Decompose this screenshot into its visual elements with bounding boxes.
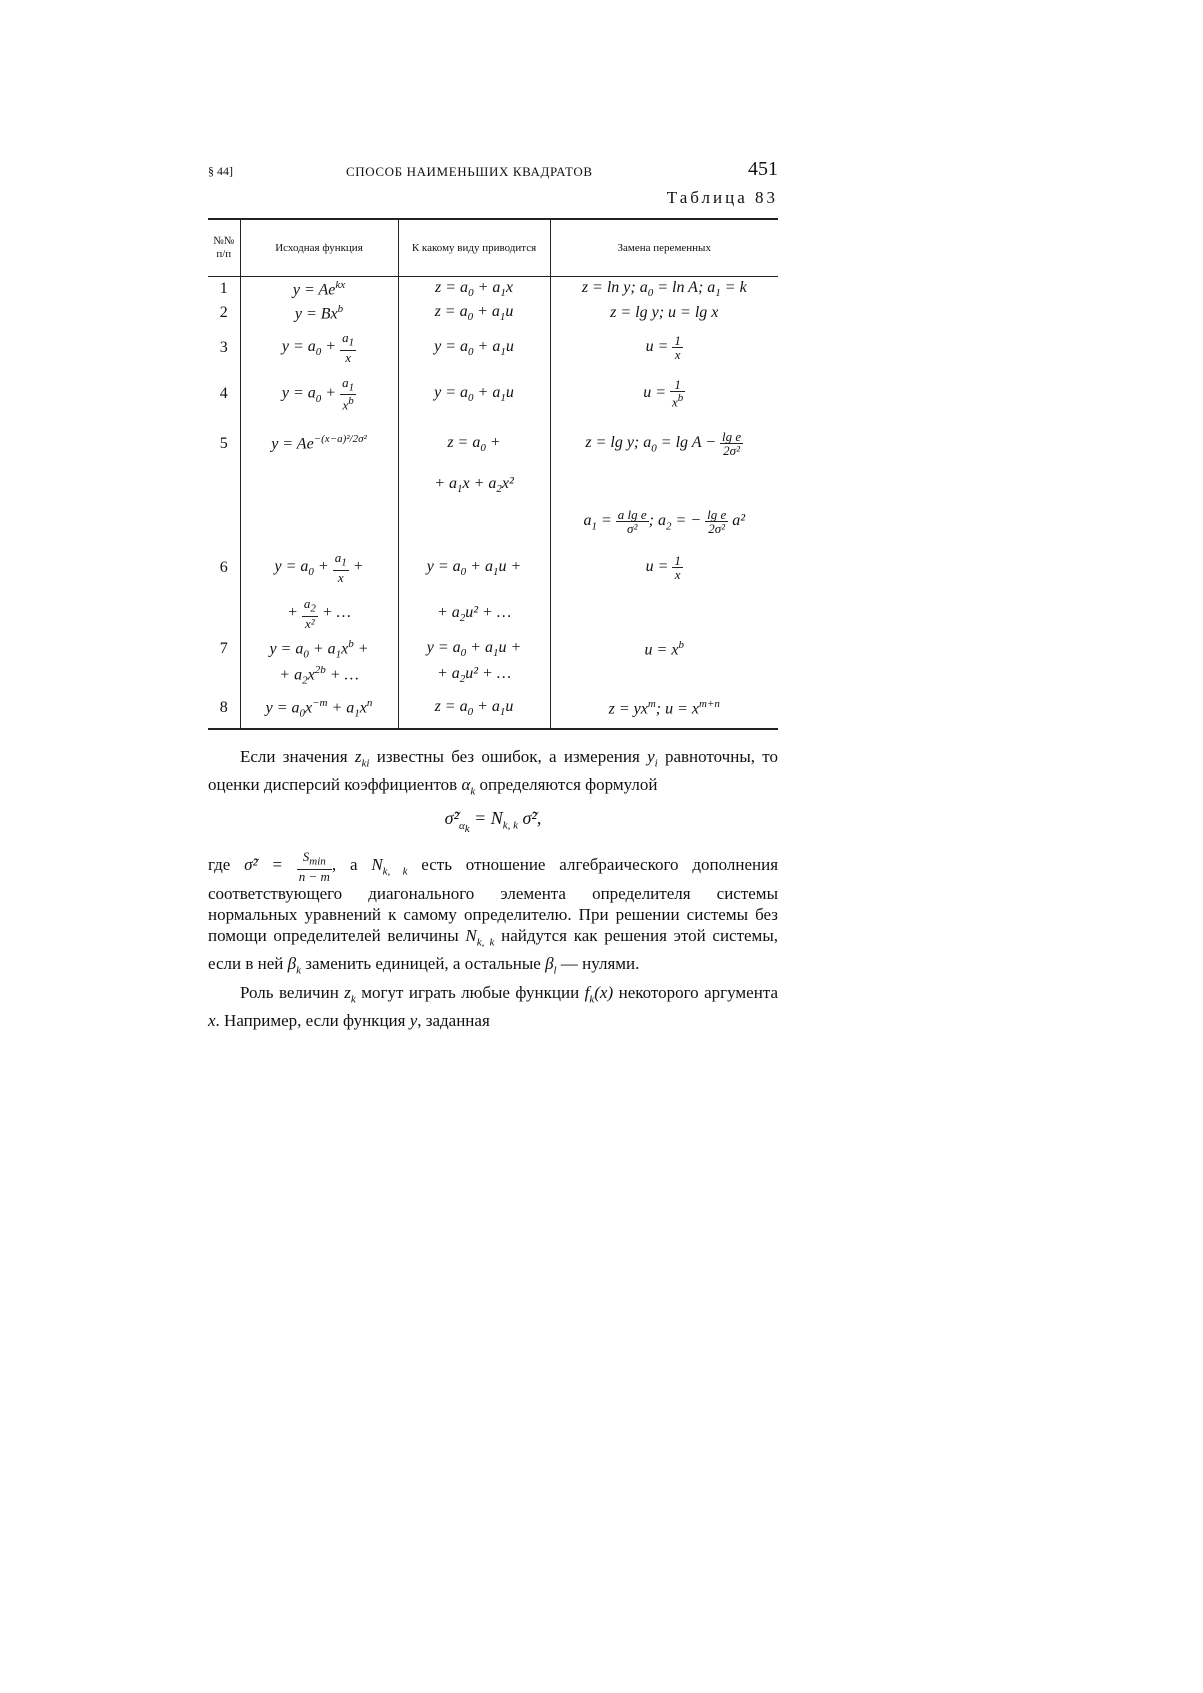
table-header-row <box>208 219 778 277</box>
table-row <box>208 370 778 418</box>
text-run: есть отношение алгебраического дополнения соответствующего диагонального элемента определителя системы нормальных уравнений к самому определителю. При решении системы без помощи определителей величины <box>208 855 779 945</box>
source-function: + $a_2x^{2b}$ + … <box>240 662 398 689</box>
text-run: , заданная <box>417 1011 490 1031</box>
table-row <box>208 418 778 470</box>
source-function: $y = a_0$ + $\frac{a_1}{x^b}$ <box>240 370 398 418</box>
running-title: СПОСОБ НАИМЕНЬШИХ КВАДРАТОВ <box>346 164 593 179</box>
table-row <box>208 470 778 500</box>
variable-substitution: z = ln y; $a_0 = \ln A$; $a_1 = k$ <box>550 277 778 302</box>
variance-formula: $\sigmã^2_{\alpha_k} = N_{k, k}$ σ̃², <box>444 808 542 836</box>
variable-substitution: $u = x^b$ <box>550 636 778 663</box>
reduced-form: + $a_1x + a_2x^2$ <box>398 470 550 500</box>
source-function: $y = a_0x^{-m} + a_1x^n$ <box>240 689 398 729</box>
column-header: Замена переменных <box>550 219 778 277</box>
text-run: определяются формулой <box>475 775 658 795</box>
text-run: , а <box>331 855 372 875</box>
reduced-form: $z = a_0 + a_1u$ <box>398 689 550 729</box>
body-text <box>208 746 778 1031</box>
row-number: 4 <box>219 384 228 402</box>
reduced-form: + $a_2u^2$ + … <box>398 592 550 636</box>
text-run: Если значения <box>240 746 355 766</box>
row-number <box>208 592 240 636</box>
text-run: найдутся как решения этой системы, если в ней <box>208 925 778 974</box>
table-row <box>208 544 778 592</box>
text-run: где <box>208 855 245 875</box>
row-number: 3 <box>219 338 228 356</box>
table-row <box>208 326 778 370</box>
text-run: . Например, если функция <box>215 1011 410 1031</box>
running-header <box>208 150 778 184</box>
substitution-table <box>208 218 778 730</box>
text-run: Роль величин <box>240 982 345 1002</box>
source-function: $y = Bx^b$ <box>240 301 398 325</box>
paragraph: Роль величин $z_k$ могут играть любые функции $f_k(x)$ некоторого аргумента x. Например, если функция y, заданная <box>208 982 779 1031</box>
column-header: Исходная функция <box>240 219 398 277</box>
variable-substitution: z = lg y; $a_0 = \lg A$ − $\frac{\text{lg e}}{\text{2σ²}}$ <box>550 418 778 470</box>
source-function <box>240 500 398 544</box>
text-run: заменить единицей, а остальные <box>300 954 546 974</box>
row-number <box>208 500 240 544</box>
text-run: равноточны, то оценки дисперсий коэффициентов <box>208 746 778 795</box>
variable-substitution <box>550 662 778 689</box>
table-row <box>208 689 778 729</box>
reduced-form: $y = a_0 + a_1u$ + <box>398 544 550 592</box>
reduced-form <box>398 500 550 544</box>
row-number: 5 <box>219 434 228 452</box>
variable-substitution <box>550 470 778 500</box>
column-header: №№ п/п <box>208 219 240 277</box>
column-header: К какому виду приводится <box>398 219 550 277</box>
variable-substitution: u = $\frac{1}{x^b}$ <box>550 370 778 418</box>
reduced-form: $y = a_0 + a_1u$ <box>398 326 550 370</box>
section-ref: § 44] <box>208 164 233 178</box>
book-page <box>208 150 778 1031</box>
reduced-form: $z = a_0 + a_1u$ <box>398 301 550 325</box>
paragraph: Если значения $z_{ki}$ известны без ошибок, а измерения $y_i$ равноточны, то оценки дисперсий коэффициентов $\alpha_k$ определяются формулой <box>208 746 778 798</box>
text-run: могут играть любые функции <box>355 982 585 1002</box>
source-function: $y = a_0$ + $\frac{a_1}{x}$ + <box>240 544 398 592</box>
paragraph: где σ̃² = $\frac{S_{min}}{n - m}$ , а $N_{k, k}$ есть отношение алгебраического дополнения соответствующего диагонального элемента определителя системы нормальных уравнений к самому определителю. При решении системы без помощи определителей величины $N_{k, k}$ найдутся как решения этой системы, если в ней $\beta_k$ заменить единицей, а остальные $\beta_l$ — нулями. <box>208 849 779 977</box>
text-run: — нулями. <box>556 954 640 974</box>
row-number: 2 <box>219 304 228 322</box>
source-function: $y = Ae^{kx}$ <box>240 277 398 302</box>
row-number: 6 <box>219 558 228 576</box>
row-number <box>208 662 240 689</box>
table-row <box>208 500 778 544</box>
table-row <box>208 662 778 689</box>
row-number: 1 <box>219 280 228 298</box>
table-caption: Таблица 83 <box>666 188 778 207</box>
text-run: известны без ошибок, а измерения <box>369 746 648 766</box>
source-function <box>240 470 398 500</box>
text-run: некоторого аргумента <box>613 982 779 1002</box>
variable-substitution: $a_1$ = $\frac{\text{a lg e}}{\text{σ²}}$ ; $a_2$ = − $\frac{\text{lg e}}{\text{2σ²}}$ a² <box>550 500 778 544</box>
row-number: 7 <box>219 639 228 657</box>
reduced-form: + $a_2u^2$ + … <box>398 662 550 689</box>
variable-substitution: u = $\frac{1}{x}$ <box>550 544 778 592</box>
reduced-form: $z = a_0 + a_1x$ <box>398 277 550 302</box>
source-function: $y = Ae^{-(x-a)^2/2\sigma^2}$ <box>240 418 398 470</box>
table-row <box>208 301 778 325</box>
reduced-form: $y = a_0 + a_1u$ + <box>398 636 550 663</box>
source-function: + $\frac{a_2}{\text{x²}}$ + … <box>240 592 398 636</box>
table-row <box>208 636 778 663</box>
variable-substitution: z = lg y; u = lg x <box>550 301 778 325</box>
row-number: 8 <box>219 699 228 717</box>
table-row <box>208 592 778 636</box>
page-number: 451 <box>748 158 778 180</box>
row-number <box>208 470 240 500</box>
reduced-form: $z = a_0$ + <box>398 418 550 470</box>
variable-substitution: $z = yx^m$; $u = x^{m+n}$ <box>550 689 778 729</box>
reduced-form: $y = a_0 + a_1u$ <box>398 370 550 418</box>
variable-substitution: u = $\frac{1}{x}$ <box>550 326 778 370</box>
source-function: $y = a_0$ + $\frac{a_1}{x}$ <box>240 326 398 370</box>
source-function: $y = a_0 + a_1x^b$ + <box>240 636 398 663</box>
variable-substitution <box>550 592 778 636</box>
table-row <box>208 277 778 302</box>
